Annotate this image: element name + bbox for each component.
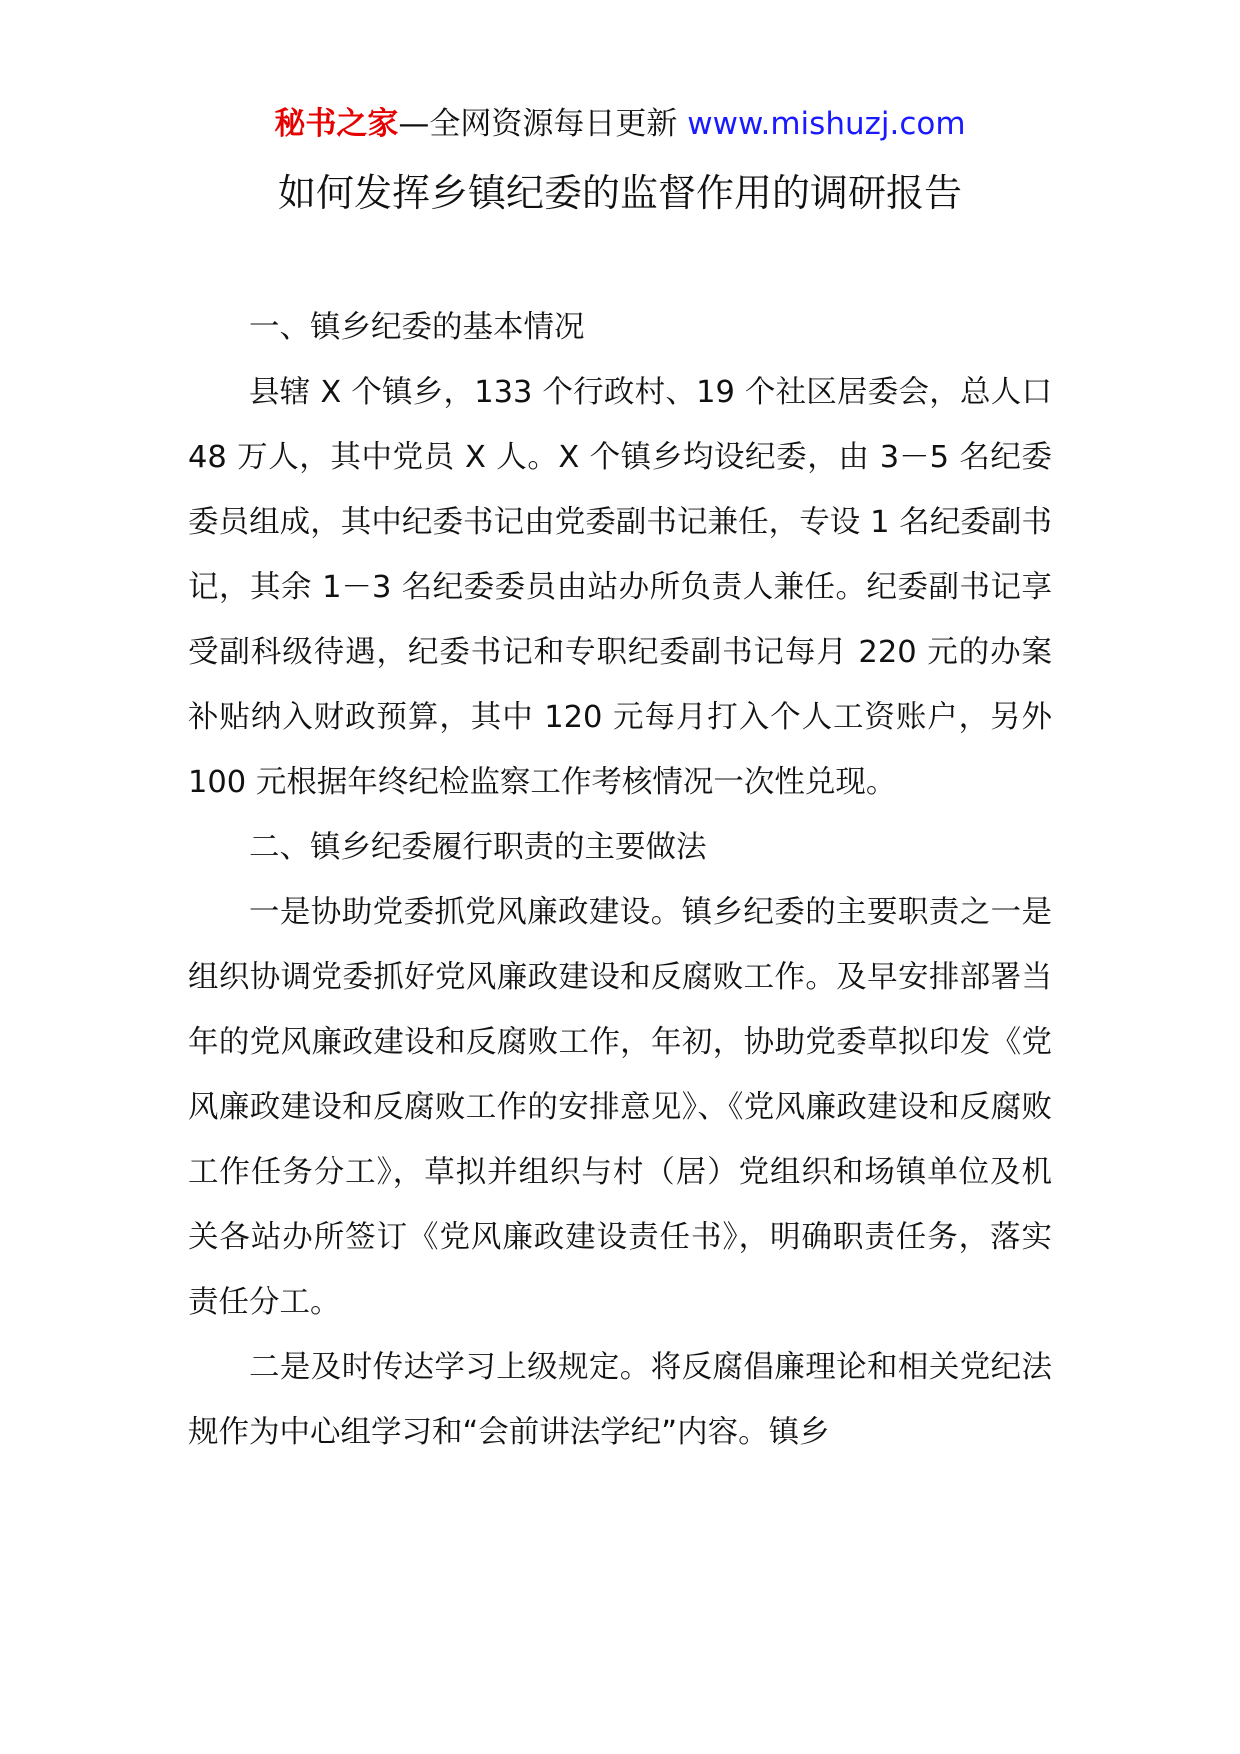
paragraph-practice-two: 二是及时传达学习上级规定。将反腐倡廉理论和相关党纪法规作为中心组学习和“会前讲法学纪”内容。镇乡 — [188, 1350, 1052, 1450]
brand-name: 秘书之家 — [274, 106, 399, 142]
paragraph-practice-one: 一是协助党委抓党风廉政建设。镇乡纪委的主要职责之一是组织协调党委抓好党风廉政建设和反腐败工作。及早安排部署当年的党风廉政建设和反腐败工作，年初，协助党委草拟印发《党风廉政建设和反腐败工作的安排意见》、《党风廉政建设和反腐败工作任务分工》，草拟并组织与村（居）党组织和场镇单位及机关各站办所签订《党风廉政建设责任书》，明确职责任务，落实责任分工。 — [188, 895, 1052, 1320]
site-url-link[interactable]: www.mishuzj.com — [687, 106, 966, 142]
document-body — [188, 295, 1052, 1465]
paragraph-basic-situation: 县辖 X 个镇乡，133 个行政村、19 个社区居委会，总人口 48 万人，其中党员 X 人。X 个镇乡均设纪委，由 3－5 名纪委委员组成，其中纪委书记由党委副书记兼任，专设 1 名纪委副书记，其余 1－3 名纪委委员由站办所负责人兼任。纪委副书记享受副科级待遇，纪委书记和专职纪委副书记每月 220 元的办案补贴纳入财政预算，其中 120 元每月打入个人工资账户，另外 100 元根据年终纪检监察工作考核情况一次性兑现。 — [188, 375, 1052, 800]
site-header — [0, 104, 1240, 144]
document-title: 如何发挥乡镇纪委的监督作用的调研报告 — [277, 171, 962, 215]
section-heading-basic-situation: 一、镇乡纪委的基本情况 — [249, 310, 585, 345]
header-tagline: —全网资源每日更新 — [398, 106, 688, 142]
section-heading-main-practices: 二、镇乡纪委履行职责的主要做法 — [249, 830, 707, 865]
